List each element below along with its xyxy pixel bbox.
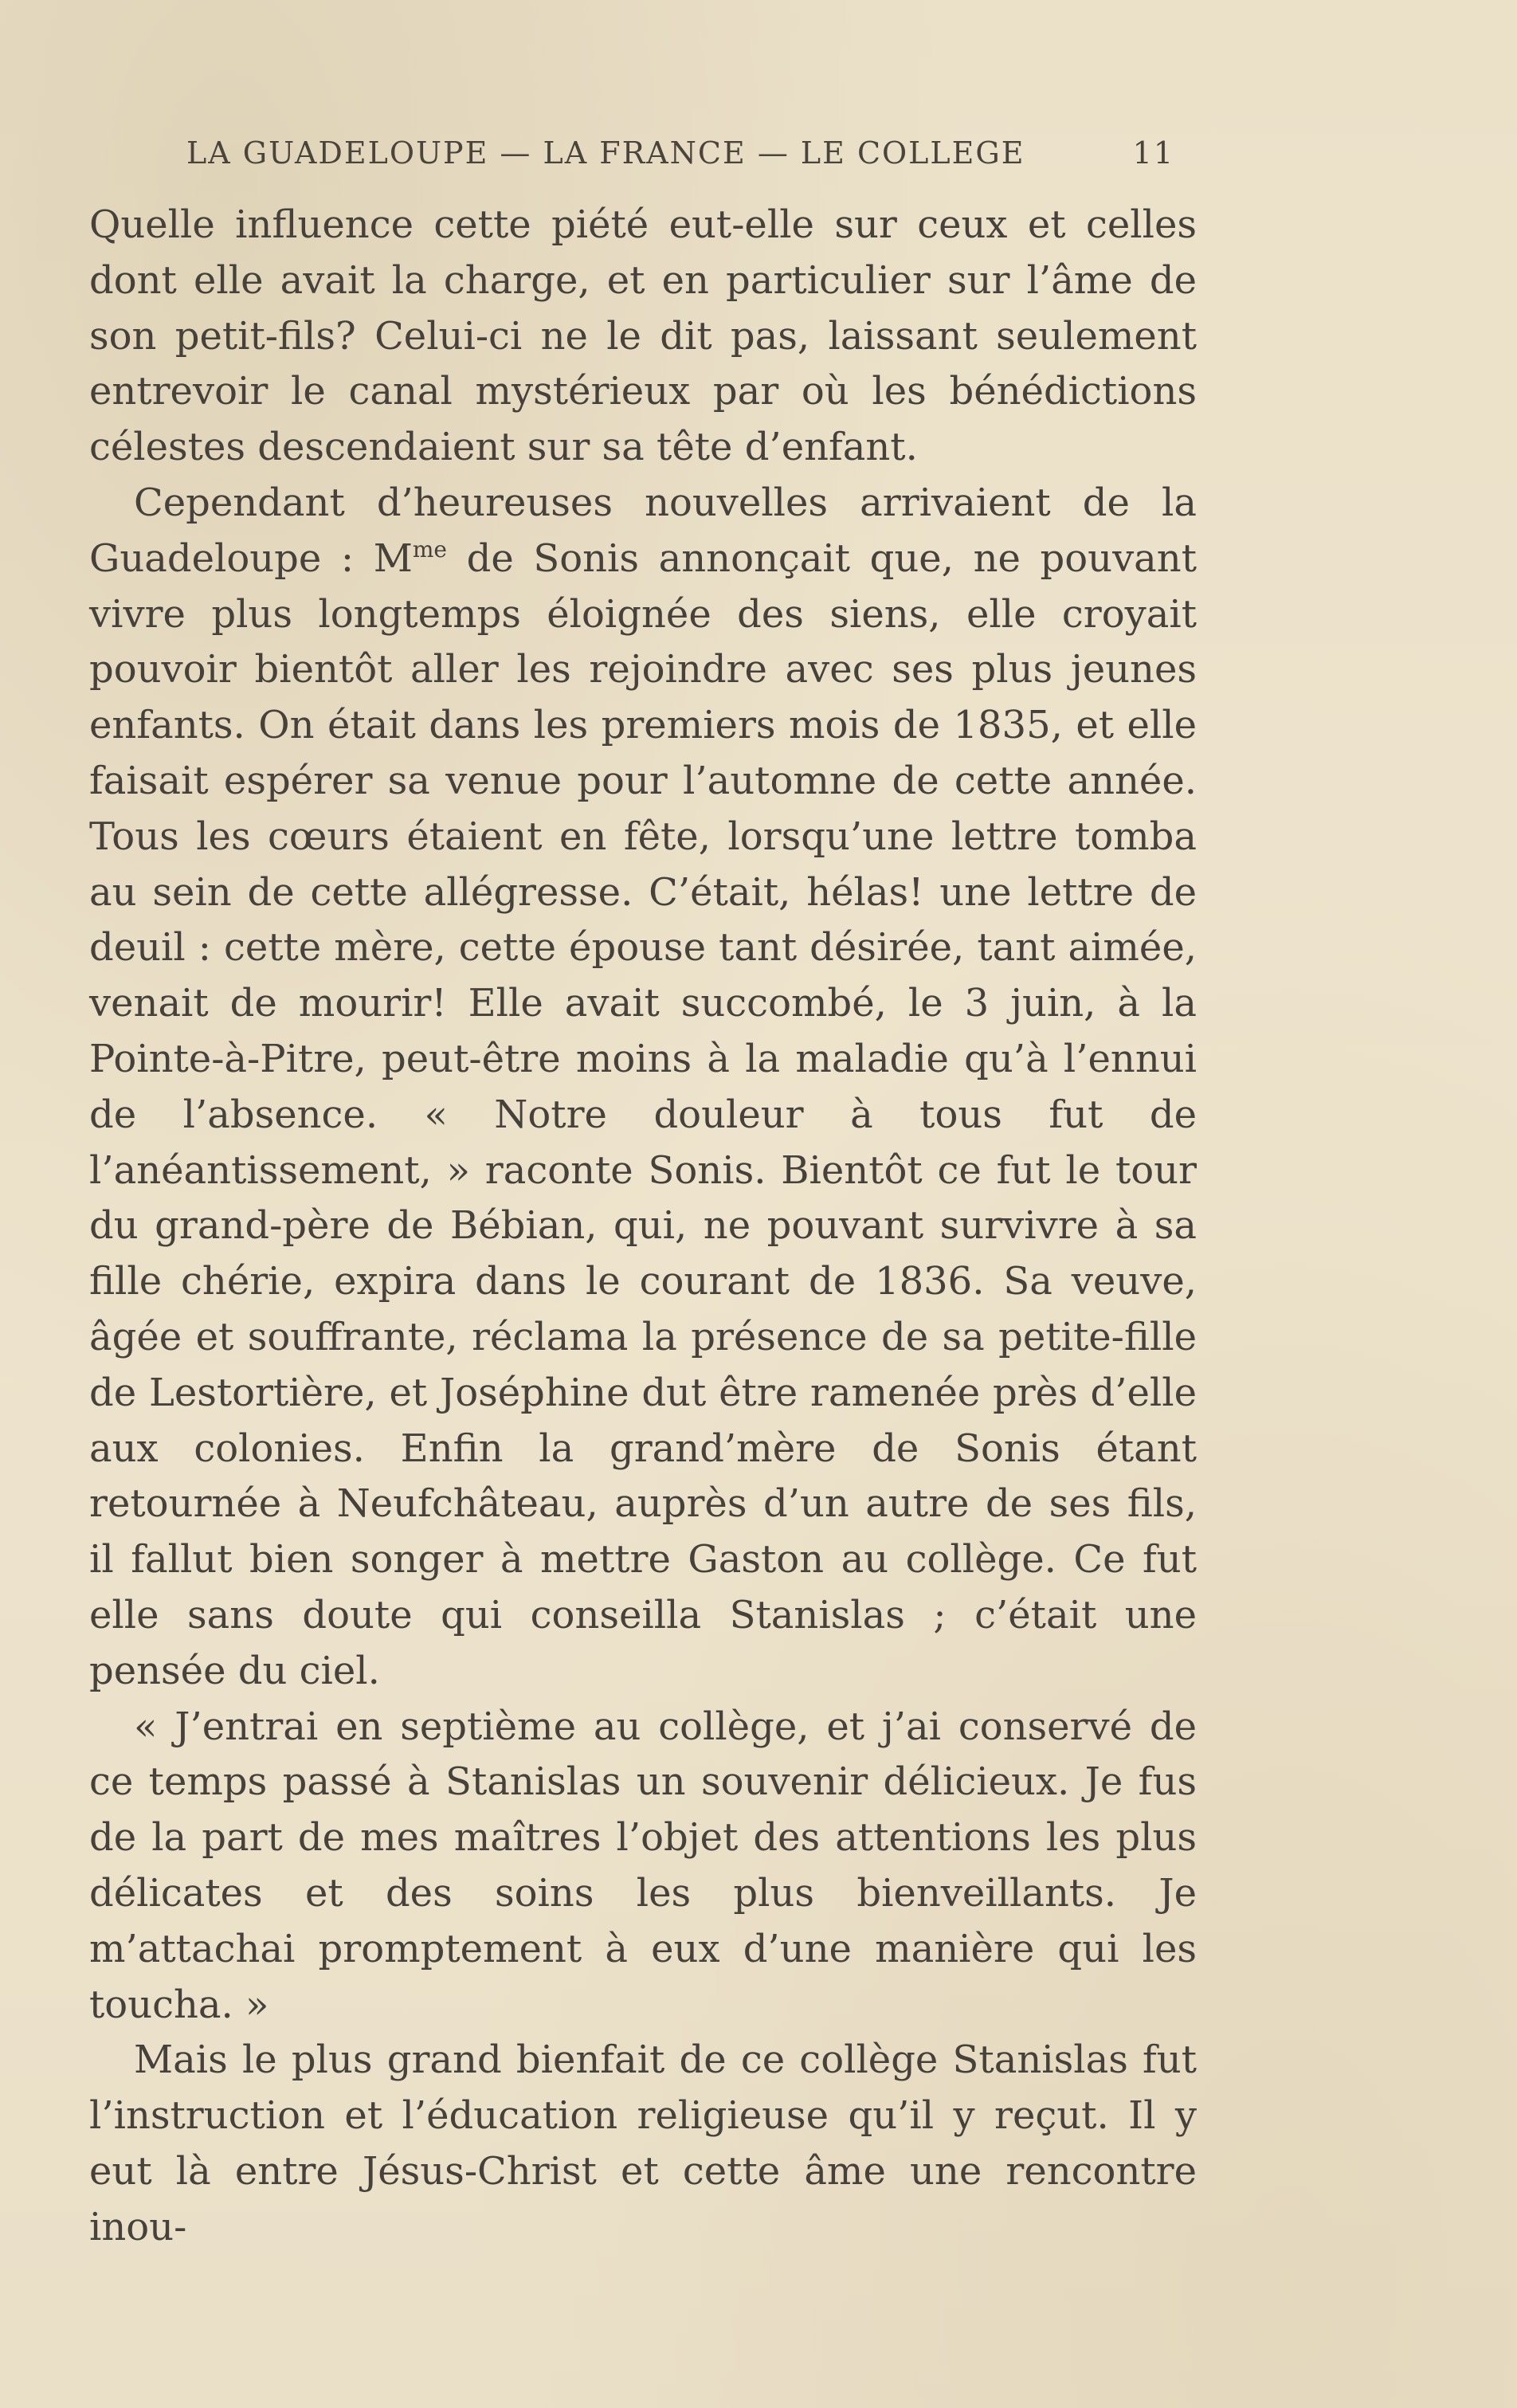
paragraph-1: Quelle influence cette piété eut-elle sur ceux et celles dont elle avait la charge, et en particulier sur l’âme de son petit-fils? Celui-ci ne le dit pas, laissant seulement entrevoir le canal mystérieux par où les bénédictions célestes descendaient sur sa tête d’enfant.: [89, 202, 1197, 470]
body-text: [89, 198, 1197, 2255]
madame-superscript: me: [412, 535, 447, 563]
page-header: [186, 135, 1174, 175]
page-number: 11: [1132, 135, 1174, 171]
paragraph-4: Mais le plus grand bienfait de ce collège Stanislas fut l’instruction et l’éducation religieuse qu’il y reçut. Il y eut là entre Jésus-Christ et cette âme une rencontre inou-: [89, 2037, 1197, 2249]
paragraph-2: [89, 476, 1197, 1700]
running-title: LA GUADELOUPE — LA FRANCE — LE COLLEGE: [186, 135, 1025, 171]
paragraph-2-start: Cependant d’heureuses nouvelles arrivaient de la Guadeloupe : M: [89, 480, 1197, 581]
paragraph-3: « J’entrai en septième au collège, et j’ai conservé de ce temps passé à Stanislas un souvenir délicieux. Je fus de la part de mes maîtres l’objet des attentions les plus délicates et des soins les plus bienveillants. Je m’attachai promptement à eux d’une manière qui les toucha. »: [89, 1704, 1197, 2027]
paragraph-2-rest: de Sonis annonçait que, ne pouvant vivre plus longtemps éloignée des siens, elle croyait pouvoir bientôt aller les rejoindre avec ses plus jeunes enfants. On était dans les premiers mois de 1835, et elle faisait espérer sa venue pour l’automne de cette année. Tous les cœurs étaient en fête, lorsqu’une lettre tomba au sein de cette allégresse. C’était, hélas! une lettre de deuil : cette mère, cette épouse tant désirée, tant aimée, venait de mourir! Elle avait succombé, le 3 juin, à la Pointe-à-Pitre, peut-être moins à la maladie qu’à l’ennui de l’absence. « Notre douleur à tous fut de l’anéantissement, » raconte Sonis. Bientôt ce fut le tour du grand-père de Bébian, qui, ne pouvant survivre à sa fille chérie, expira dans le courant de 1836. Sa veuve, âgée et souffrante, réclama la présence de sa petite-fille de Lestortière, et Joséphine dut être ramenée près d’elle aux colonies. Enfin la grand’mère de Sonis étant retournée à Neufchâteau, auprès d’un autre de ses fils, il fallut bien songer à mettre Gaston au collège. Ce fut elle sans doute qui conseilla Stanislas ; c’était une pensée du ciel.: [89, 535, 1197, 1693]
